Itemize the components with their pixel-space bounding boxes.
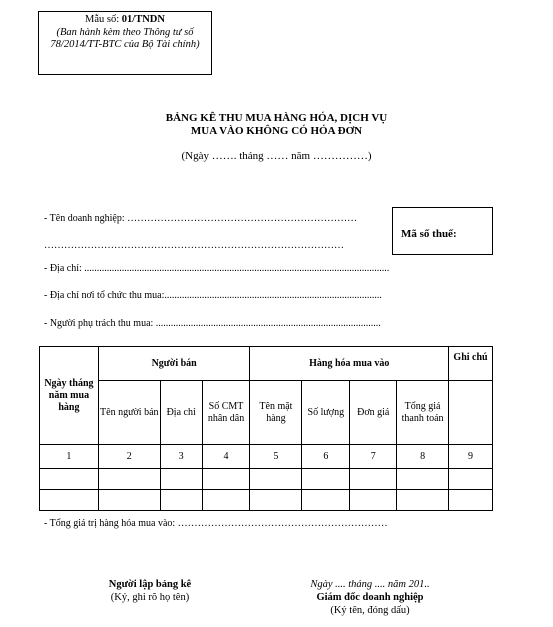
form-code-box (38, 11, 212, 75)
header-total-payment: Tổng giá thanh toán (397, 381, 449, 445)
table-cell[interactable] (397, 490, 449, 511)
purchaser-field[interactable]: - Người phụ trách thu mua: .......................................................................................... (44, 318, 381, 329)
table-cell[interactable] (98, 469, 160, 490)
header-unit-price: Đơn giá (350, 381, 397, 445)
column-number: 9 (449, 445, 493, 469)
table-cell[interactable] (98, 490, 160, 511)
table-row[interactable] (40, 469, 493, 490)
director-note: (Ký tên, đóng dấu) (330, 605, 410, 616)
header-goods-group: Hàng hóa mua vào (250, 347, 449, 381)
title-line-1: BẢNG KÊ THU MUA HÀNG HÓA, DỊCH VỤ (165, 112, 388, 124)
table-cell[interactable] (397, 469, 449, 490)
column-number: 7 (350, 445, 397, 469)
table-cell[interactable] (302, 490, 350, 511)
column-number: 6 (302, 445, 350, 469)
table-cell[interactable] (449, 490, 493, 511)
table-cell[interactable] (160, 490, 202, 511)
column-number: 1 (40, 445, 99, 469)
preparer-note: (Ký, ghi rõ họ tên) (110, 592, 190, 603)
form-issuance-note: (Ban hành kèm theo Thông tư số 78/2014/TT-BTC của Bộ Tài chính) (50, 26, 200, 50)
column-number: 2 (98, 445, 160, 469)
table-cell[interactable] (449, 469, 493, 490)
table-cell[interactable] (202, 469, 250, 490)
column-number: 4 (202, 445, 250, 469)
preparer-signature-block (60, 578, 240, 604)
title-date-line: (Ngày ……. tháng …… năm ……………) (181, 150, 372, 162)
table-cell[interactable] (250, 469, 302, 490)
header-note: Ghi chú (449, 347, 493, 381)
signing-date: Ngày .... tháng .... năm 201.. (310, 579, 430, 590)
header-seller-id-number: Số CMT nhân dân (202, 381, 250, 445)
director-signature-block (270, 578, 470, 617)
table-cell[interactable] (40, 469, 99, 490)
header-quantity: Số lượng (302, 381, 350, 445)
director-title: Giám đốc doanh nghiệp (316, 592, 424, 603)
table-row[interactable] (40, 490, 493, 511)
column-number-row (40, 445, 493, 469)
purchase-table (39, 346, 493, 511)
header-note-blank (449, 381, 493, 445)
table-cell[interactable] (350, 469, 397, 490)
header-seller-group: Người bán (98, 347, 250, 381)
header-seller-address: Địa chỉ (160, 381, 202, 445)
tax-code-box[interactable] (392, 207, 493, 255)
purchase-place-field[interactable]: - Địa chỉ nơi tổ chức thu mua:....................................................................................... (44, 290, 382, 301)
preparer-title: Người lập bảng kê (108, 579, 192, 590)
table-cell[interactable] (160, 469, 202, 490)
tax-code-label: Mã số thuế: (401, 228, 457, 240)
header-seller-name: Tên người bán (98, 381, 160, 445)
title-line-2: MUA VÀO KHÔNG CÓ HÓA ĐƠN (190, 125, 363, 137)
table-cell[interactable] (302, 469, 350, 490)
table-cell[interactable] (202, 490, 250, 511)
column-number: 8 (397, 445, 449, 469)
form-code (39, 14, 211, 27)
column-number: 5 (250, 445, 302, 469)
total-value-field[interactable]: - Tổng giá trị hàng hóa mua vào: ……………………………………………………… (44, 518, 388, 529)
header-goods-name: Tên mặt hàng (250, 381, 302, 445)
company-name-field[interactable]: - Tên doanh nghiệp: …………………………………………………………… (44, 213, 358, 224)
table-cell[interactable] (250, 490, 302, 511)
column-number: 3 (160, 445, 202, 469)
header-purchase-date: Ngày tháng năm mua hàng (40, 347, 99, 445)
table-cell[interactable] (350, 490, 397, 511)
form-code-value: 01/TNDN (121, 14, 165, 25)
table-cell[interactable] (40, 490, 99, 511)
address-field[interactable]: - Địa chỉ: .......................................................................................................................... (44, 263, 390, 274)
form-code-prefix: Mẫu số: (85, 14, 122, 25)
company-name-continuation[interactable]: ……………………………………………………………………………… (44, 240, 344, 251)
